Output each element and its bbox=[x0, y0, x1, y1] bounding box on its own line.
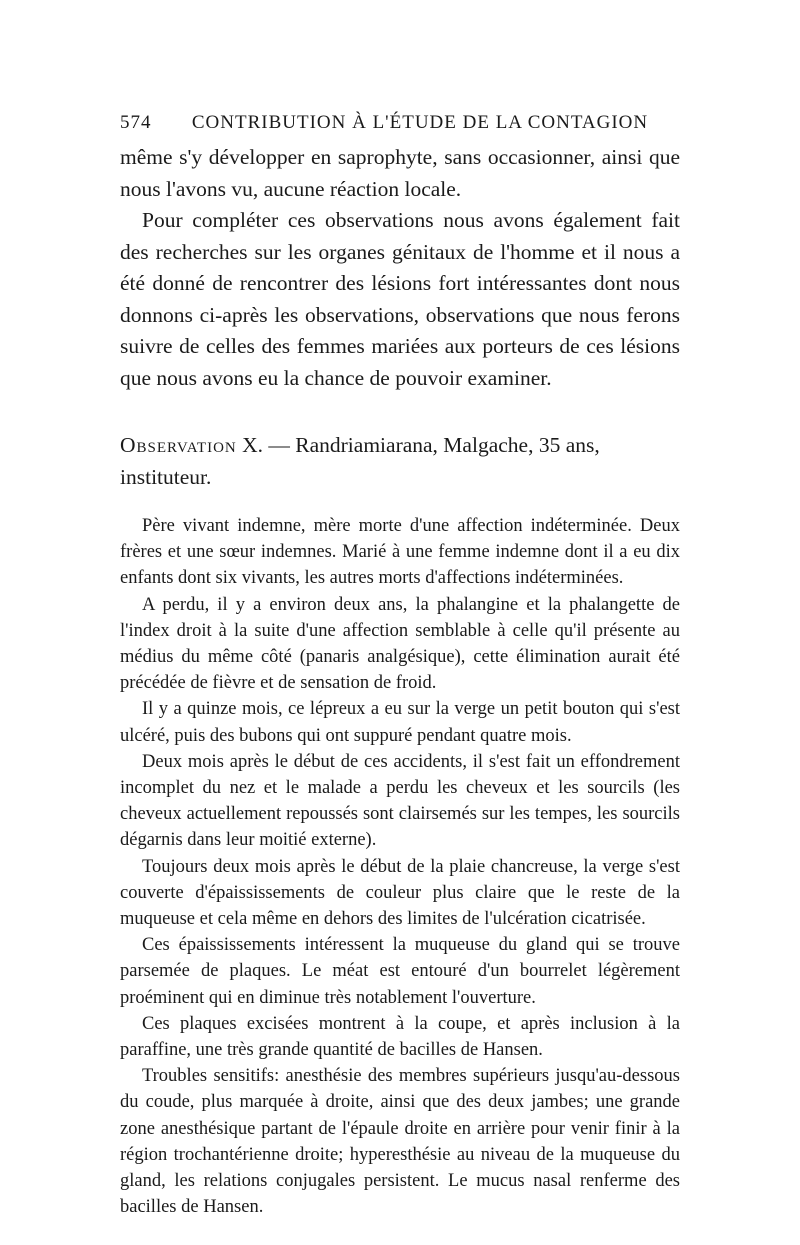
body-paragraph: A perdu, il y a environ deux ans, la phalangine et la phalangette de l'index droit à la suite d'une affection semblable à celle qu'il présente au médius du même côté (panaris analgésique), cette élimination aurait été précédée de fièvre et de sensation de froid. bbox=[120, 594, 680, 694]
observation-body bbox=[120, 513, 680, 1220]
running-title: CONTRIBUTION À L'ÉTUDE DE LA CONTAGION bbox=[191, 112, 649, 133]
observation-subject: Randriamiarana, Malgache, 35 ans, instituteur. bbox=[120, 433, 600, 489]
observation-heading bbox=[120, 430, 680, 493]
body-paragraph: Troubles sensitifs: anesthésie des membres supérieurs jusqu'au-dessous du coude, plus marquée à droite, ainsi que des deux jambes; une grande zone anesthésique partant de l'épaule droite en arrière pour venir finir à la région trochantérienne droite; hyperesthésie au niveau de la muqueuse du gland, les relations conjugales persistent. Le mucus nasal renferme des bacilles de Hansen. bbox=[120, 1066, 680, 1218]
observation-label: Observation bbox=[120, 433, 237, 457]
body-paragraph: Ces plaques excisées montrent à la coupe, et après inclusion à la paraffine, une très grande quantité de bacilles de Hansen. bbox=[120, 1013, 680, 1061]
body-paragraph: Il y a quinze mois, ce lépreux a eu sur la verge un petit bouton qui s'est ulcéré, puis des bubons qui ont suppuré pendant quatre mois. bbox=[120, 699, 680, 746]
running-header bbox=[120, 112, 680, 134]
body-paragraph: Ces épaississements intéressent la muqueuse du gland qui se trouve parsemée de plaques. Le méat est entouré d'un bourrelet légèrement proéminent qui en diminue très notablement l'ouverture. bbox=[120, 935, 680, 1008]
body-paragraph: Deux mois après le début de ces accidents, il s'est fait un effondrement incomplet du nez et le malade a perdu les cheveux et les sourcils (les cheveux actuellement repoussés sont clairsemés sur les tempes, les sourcils dégarnis dans leur moitié externe). bbox=[120, 751, 680, 851]
page-number: 574 bbox=[120, 112, 152, 133]
page bbox=[120, 112, 680, 1220]
body-paragraph: Toujours deux mois après le début de la plaie chancreuse, la verge s'est couverte d'épaississements de couleur plus claire que le reste de la muqueuse et cela même en dehors des limites de l'ulcération cicatrisée. bbox=[120, 856, 680, 930]
intro-paragraph-2: Pour compléter ces observations nous avons également fait des recherches sur les organes génitaux de l'homme et il nous a été donné de rencontrer des lésions fort intéressantes dont nous donnons ci-après les observations, observations que nous ferons suivre de celles des femmes mariées aux porteurs de ces lésions que nous avons eu la chance de pouvoir examiner. bbox=[120, 208, 680, 390]
observation-number: X. bbox=[242, 433, 264, 457]
intro-paragraph-1: même s'y développer en saprophyte, sans occasionner, ainsi que nous l'avons vu, aucune réaction locale. bbox=[120, 145, 680, 201]
body-paragraph: Père vivant indemne, mère morte d'une affection indéterminée. Deux frères et une sœur indemnes. Marié à une femme indemne dont il a eu dix enfants dont six vivants, les autres morts d'affections indéterminées. bbox=[120, 516, 680, 589]
intro-section bbox=[120, 142, 680, 394]
observation-dash: — bbox=[268, 433, 290, 457]
